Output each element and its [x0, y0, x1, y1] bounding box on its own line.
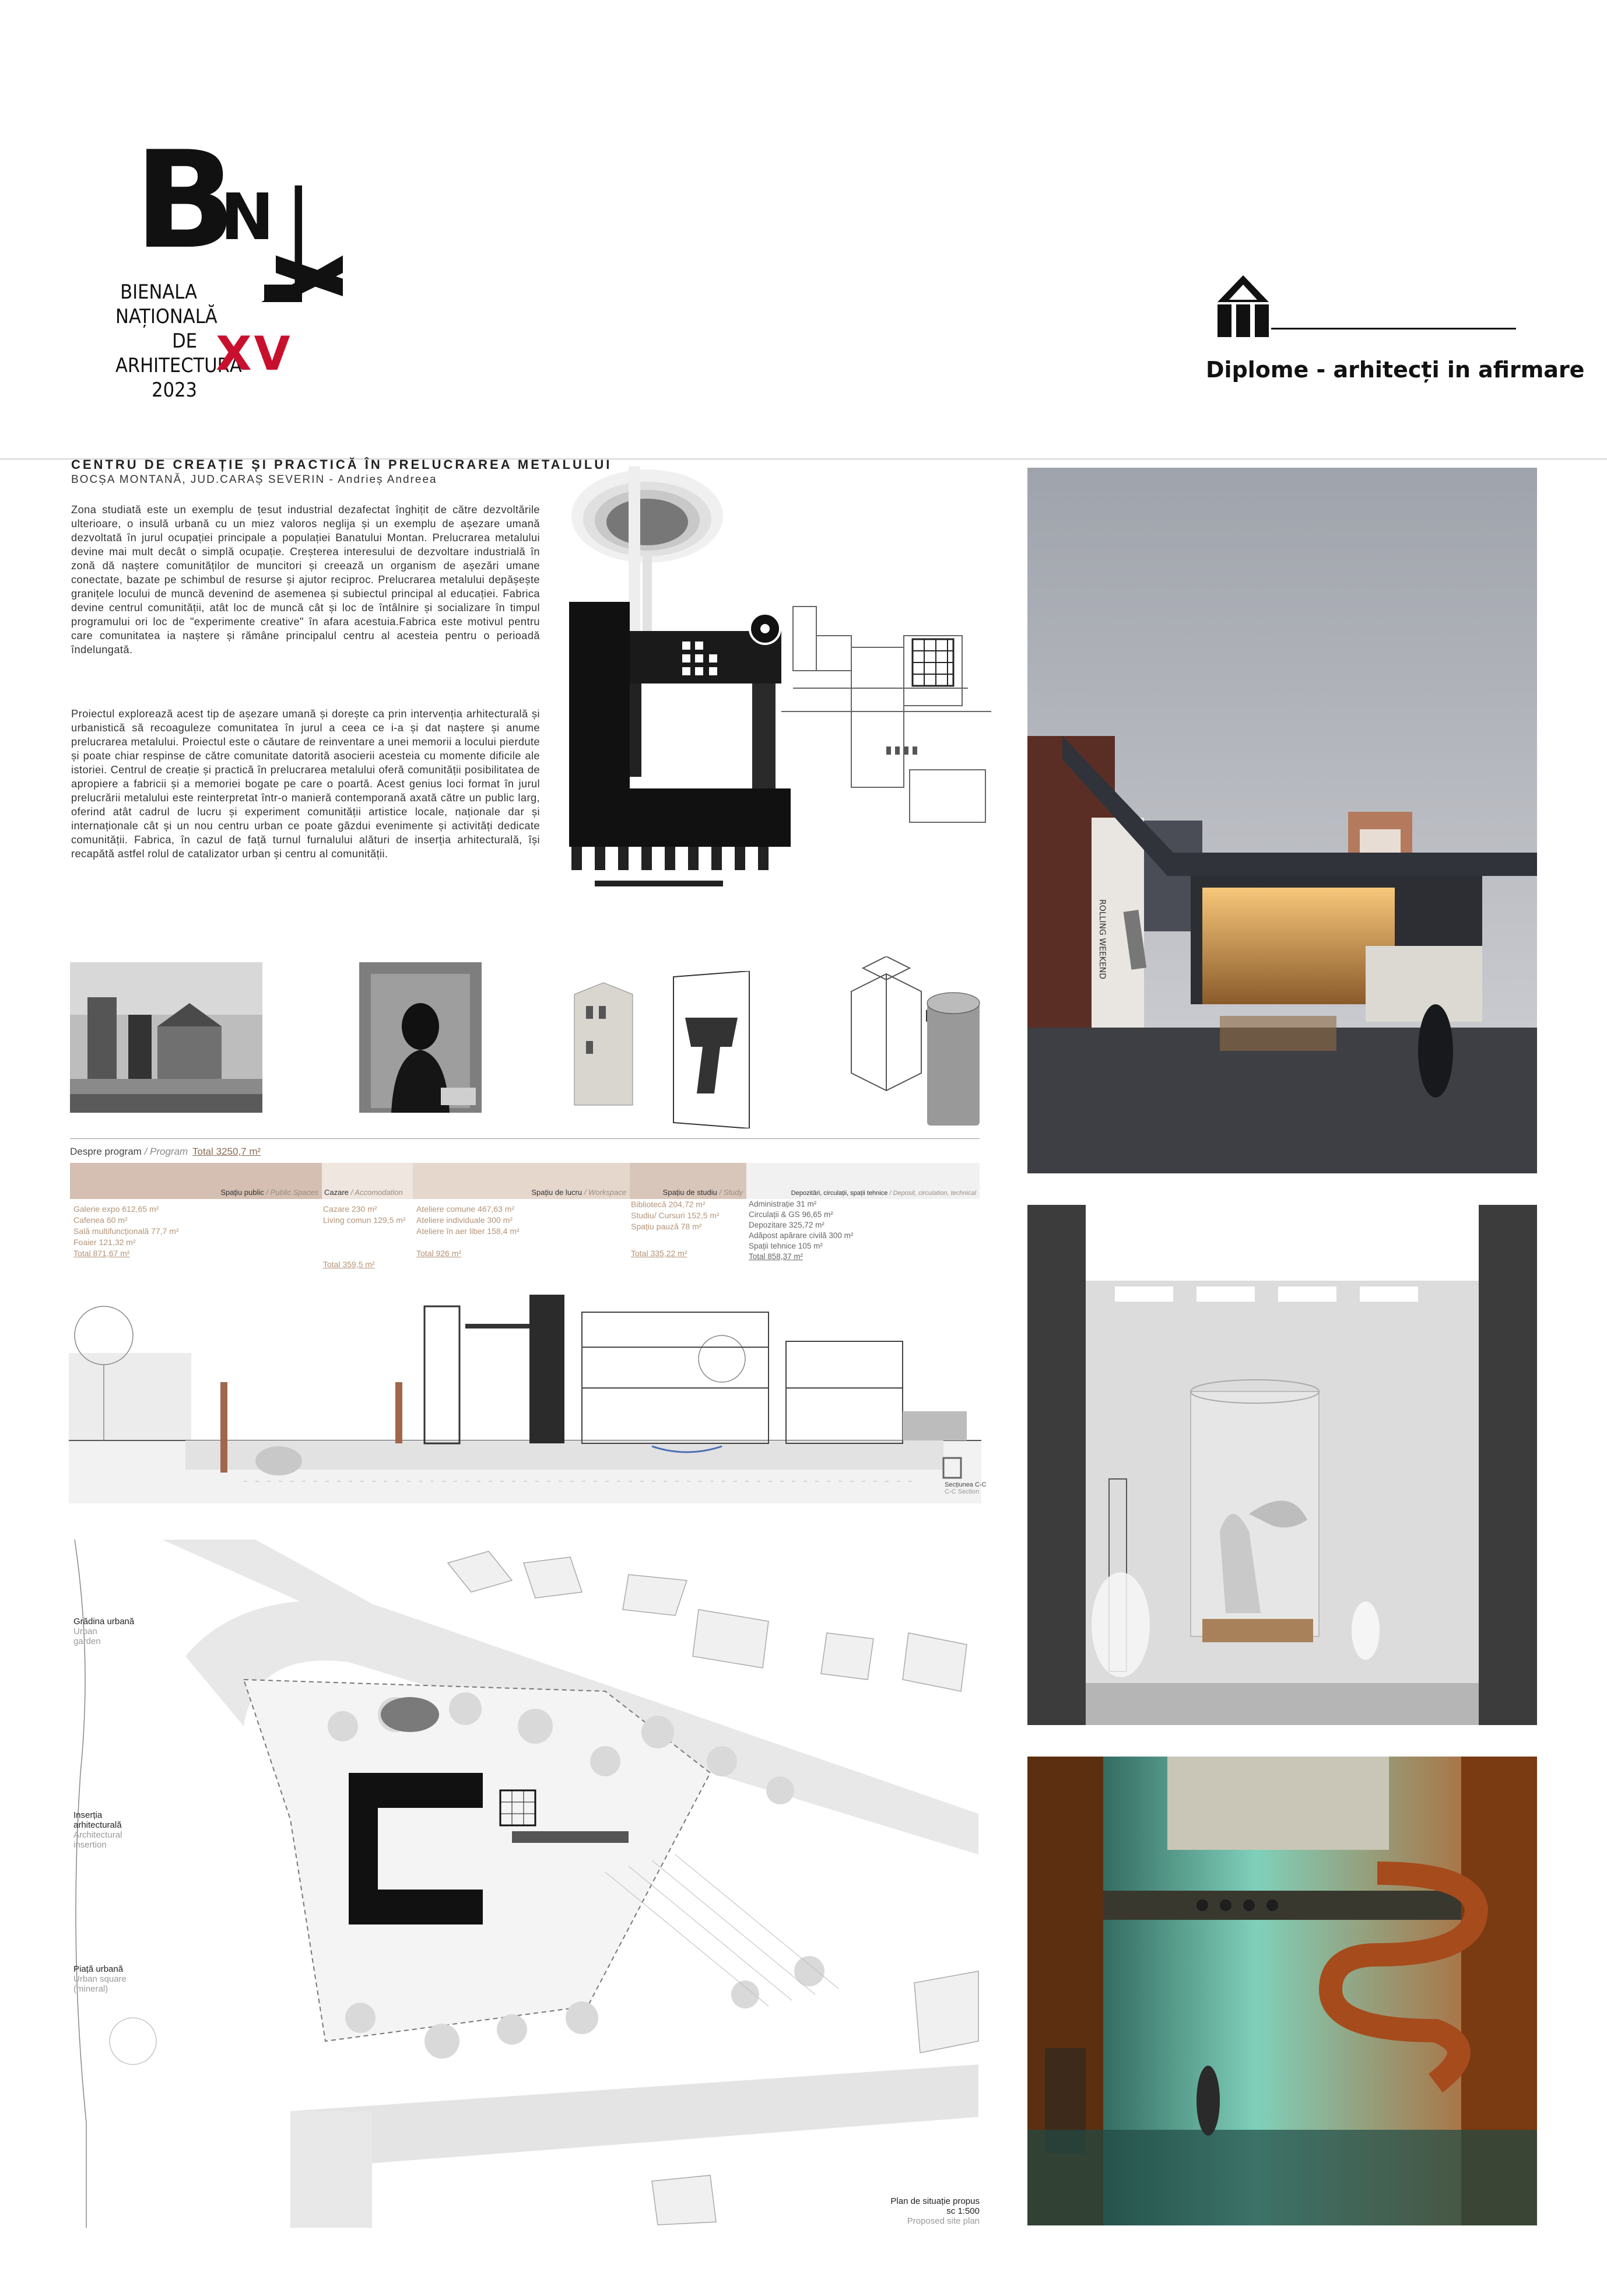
- section-label: [945, 1481, 987, 1495]
- program-item: Cafenea 60 m²: [73, 1215, 128, 1225]
- tower-insertion-axonometric: [840, 956, 997, 1131]
- band-label: [663, 1188, 743, 1197]
- program-tech-list: [749, 1199, 853, 1262]
- logo-na-mark: [220, 185, 349, 302]
- band-label-ro: Spațiu de studiu: [662, 1188, 717, 1197]
- program-item: Foaier 121,32 m²: [73, 1238, 136, 1247]
- program-item: Circulații & GS 96,65 m²: [749, 1210, 833, 1219]
- program-band-technical: [746, 1163, 980, 1199]
- band-label: [791, 1190, 976, 1197]
- section-label-ro: Secțiunea C-C: [945, 1481, 987, 1488]
- logo-edition: XV: [216, 327, 293, 381]
- project-subtitle: BOCȘA MONTANĂ, JUD.CARAȘ SEVERIN - Andrieș Andreea: [71, 474, 437, 486]
- furnace-tower-concept: [569, 971, 761, 1128]
- program-rule: [70, 1138, 980, 1139]
- band-label: [531, 1188, 626, 1197]
- section-label: Diplome - arhitecți in afirmare: [1206, 357, 1585, 383]
- program-item: Sală multifuncțională 77,7 m²: [73, 1226, 179, 1236]
- band-label-ro: Spațiu public: [220, 1188, 264, 1197]
- program-item: Spațiu pauză 78 m²: [631, 1222, 702, 1231]
- site-caption-en: Proposed site plan: [907, 2216, 980, 2226]
- program-item: Adăpost apărare civilă 300 m²: [749, 1231, 854, 1240]
- interior-render-stair: [1027, 1757, 1537, 2225]
- band-label: [220, 1188, 318, 1197]
- site-plan-caption: [875, 2196, 980, 2226]
- logo-letter-b: B: [134, 123, 232, 279]
- program-total: Total 3250,7 m²: [192, 1146, 261, 1157]
- band-label-en: / Accomodation: [350, 1188, 403, 1197]
- logo-text-block: [115, 280, 242, 378]
- program-item: Living comun 129,5 m²: [323, 1215, 406, 1225]
- program-item: Studiu/ Cursuri 152,5 m²: [631, 1211, 720, 1220]
- section-underline: [1271, 328, 1516, 329]
- project-description-1: Zona studiată este un exemplu de țesut industrial dezafectat înghițit de către dezvoltările ulterioare, o insulă urbană cu un miez valoros neglija și un exemplu de așezare umană dezvoltată în jurul ocupației principale a populației Banatului Montan. Prelucrarea metalului devine mai mult decât o simplă ocupație. Creșterea interesului de dezvoltare industrială în zonă dă naștere comunităților de muncitori și creează un organism de așezări umane conectate, bazate pe schimbul de resurse și ajutor reciproc. Prelucrarea metalului depășește granițele locului de muncă devenind de asemenea și subiectul principal al educației. Fabrica devine centrul comunității, atât loc de muncă cât și loc de întâlnire și socializare în timpul programului ori loc de "experimente creative" în afara acestuia.Fabrica este motivul pentru care comunitatea ia naștere și rămâne principalul centru al acesteia pentru o perioadă îndelungată.: [71, 503, 540, 656]
- program-work-list: [416, 1204, 520, 1259]
- site-label-square: [73, 1964, 132, 1994]
- site-caption-ro: Plan de situație propus: [890, 2196, 980, 2206]
- site-label-ro: Grădina urbană: [73, 1617, 135, 1627]
- project-description-2: Proiectul explorează acest tip de așezare umană și dorește ca prin intervenția arhitecturală și urbanistică să recoaguleze comunitatea în jurul a ceea ce i-a și dat naștere și anume prelucrarea metalului. Proiectul este o căutare de reinventare a unei memorii a locului pierdute și poate chiar respinse de către comunitate datorită asocierii acesteia cu momente dificile ale istoriei. Centrul de creație și practică în prelucrarea metalului oferă comunității posibilitatea de apropiere a fabricii și a memoriei bogate pe care o poartă. Acest genius loci format în jurul prelucrării metalului este reinterpretat într-o manieră contemporană axată către un public larg, oferind atât cadrul de lucru și experiment comunității artistice locale, naționale dar și internaționale cât și un nou centru urban ce poate găzdui evenimente și activități dedicate comunității. Fabrica, în cazul de față turnul furnalului alături de inserția arhitecturală, își recapătă astfel rolul de catalizator urban și centru al comunității.: [71, 707, 540, 860]
- site-label-garden: [73, 1617, 134, 1646]
- program-band-public: [70, 1163, 322, 1199]
- logo-line: NAȚIONALĂ: [115, 305, 217, 328]
- program-band-accomodation: [322, 1163, 413, 1199]
- site-caption-scale: sc 1:500: [946, 2206, 980, 2216]
- program-total-item: Total 871,67 m²: [73, 1249, 130, 1258]
- program-item: Cazare 230 m²: [323, 1204, 377, 1214]
- axonometric-plan-drawing: [560, 467, 1003, 933]
- pencil-house-icon: [1215, 274, 1271, 338]
- program-total-item: Total 359,5 m²: [323, 1260, 375, 1269]
- section-label-en: C-C Section: [945, 1488, 980, 1495]
- site-label-insertion: [73, 1810, 132, 1850]
- program-study-list: [631, 1199, 720, 1259]
- program-heading-en: / Program: [144, 1146, 188, 1157]
- band-label-ro: Spațiu de lucru: [531, 1188, 583, 1197]
- logo-year: 2023: [152, 378, 197, 402]
- band-label: [324, 1188, 403, 1197]
- program-item: Ateliere individuale 300 m²: [416, 1215, 513, 1225]
- program-heading-ro: Despre program: [70, 1146, 142, 1157]
- program-item: Administrație 31 m²: [749, 1200, 817, 1208]
- band-label-ro: Cazare: [324, 1188, 349, 1197]
- program-item: Bibliotecă 204,72 m²: [631, 1200, 706, 1209]
- logo-line: DE: [172, 329, 197, 353]
- site-label-en: Urban square (mineral): [73, 1974, 127, 1994]
- surrealist-painting-photo: [359, 962, 482, 1113]
- site-label-ro: Piață urbană: [73, 1964, 124, 1974]
- historic-factory-photo: [70, 962, 262, 1113]
- workshop-render: [1027, 1205, 1537, 1725]
- band-label-en: / Public Spaces: [266, 1188, 318, 1197]
- section-cc-drawing: [69, 1295, 981, 1505]
- band-label-en: / Workspace: [584, 1188, 626, 1197]
- band-label-ro: Depozitări, circulații, spații tehnice: [791, 1190, 888, 1197]
- program-item: Depozitare 325,72 m²: [749, 1221, 824, 1229]
- site-plan-drawing: [69, 1540, 984, 2228]
- site-label-ro: Inserția arhitecturală: [73, 1810, 122, 1830]
- exterior-render: [1027, 468, 1537, 1173]
- logo-line: ARHITECTURĂ: [115, 354, 242, 377]
- program-band-workspace: [413, 1163, 630, 1199]
- program-total-item: Total 335,22 m²: [631, 1249, 687, 1258]
- logo-line: BIENALA: [120, 281, 197, 304]
- site-label-en: Architectural insertion: [73, 1830, 122, 1850]
- svg-text:N: N: [220, 185, 275, 254]
- program-item: Spații tehnice 105 m²: [749, 1242, 823, 1250]
- band-label-en: / Deposit, circulation, technical: [889, 1190, 976, 1197]
- program-total-item: Total 858,37 m²: [749, 1252, 804, 1261]
- render-banner-text: ROLLING WEEKEND: [1097, 899, 1107, 980]
- project-title: CENTRU DE CREAȚIE ȘI PRACTICĂ ÎN PRELUCRAREA METALULUI: [71, 457, 612, 472]
- program-accom-list: [323, 1204, 406, 1270]
- program-total-item: Total 926 m²: [416, 1249, 462, 1258]
- program-public-list: [73, 1204, 179, 1259]
- program-item: Galerie expo 612,65 m²: [73, 1204, 159, 1214]
- program-item: Ateliere în aer liber 158,4 m²: [416, 1226, 520, 1236]
- program-heading: [70, 1146, 188, 1158]
- site-label-en: Urban garden: [73, 1627, 101, 1646]
- band-label-en: / Study: [719, 1188, 743, 1197]
- program-item: Ateliere comune 467,63 m²: [416, 1204, 515, 1214]
- program-band-study: [630, 1163, 746, 1199]
